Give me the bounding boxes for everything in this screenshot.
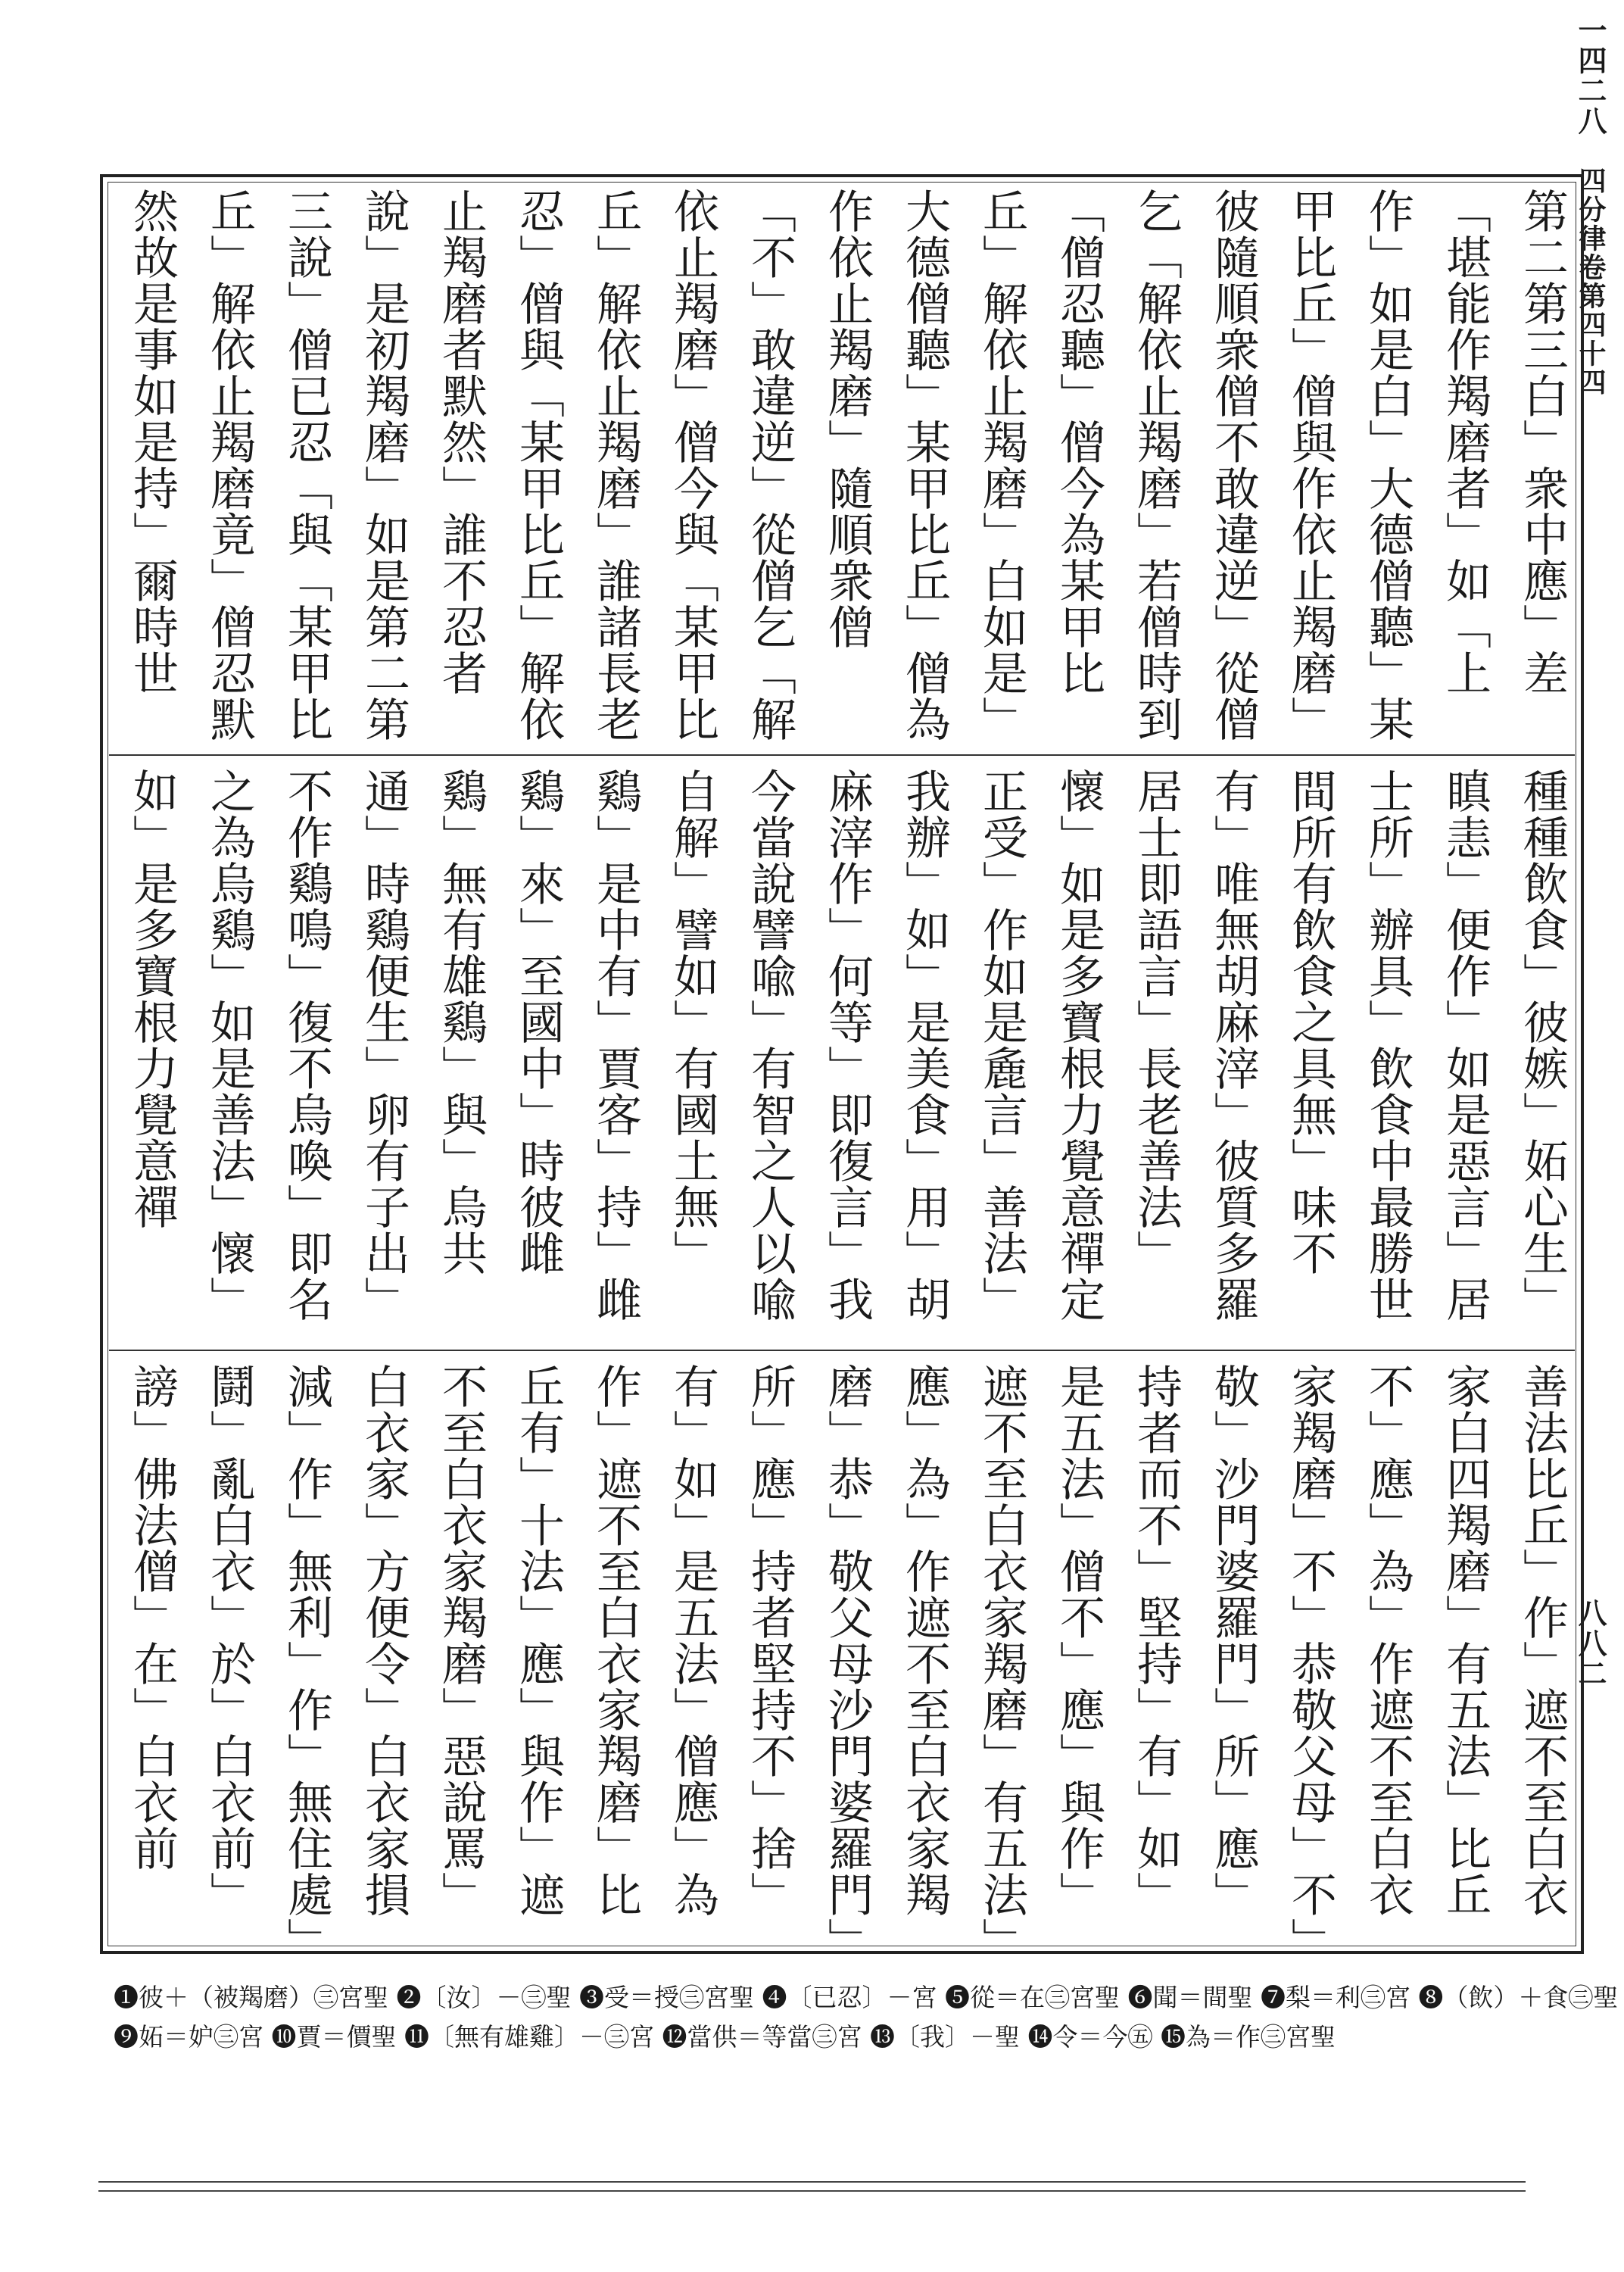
register-divider [109, 1350, 1575, 1351]
bottom-rule [98, 2181, 1526, 2183]
footnotes [114, 1978, 1619, 2057]
text-register-middle [114, 768, 1570, 1339]
register-divider [109, 754, 1575, 756]
text-register-upper [114, 188, 1570, 744]
register-text: 善法比丘」作」遮不至白衣家白四羯磨」有五法」比丘不」應」為」作遮不至白衣家羯磨」不」恭敬父母」不」敬」沙門婆羅門」所」應」持者而不」堅持」有」如」是五法」僧不」應」與作」遮不至白衣家羯磨」有五法」應」為」作遮不至白衣家羯磨」恭」敬父母沙門婆羅門」所」應」持者堅持不」捨」有」如」是五法」僧應」為作」遮不至白衣家羯磨」比丘有」十法」應」與作」遮不至白衣家羯磨」惡說罵」白衣家」方便令」白衣家損減」作」無利」作」無住處」鬪」亂白衣」於」白衣前」謗」佛法僧」在」白衣前 [126, 1363, 1569, 1941]
scroll-title: 四分律卷第四十四 [1575, 167, 1607, 397]
footnote-line: ❾妬＝妒㊂宮 ❿賈＝價聖 ⓫〔無有雄雞〕－㊂宮 ⓬當供＝等當㊂宮 ⓭〔我〕－聖 ⓮令＝今㊄ ⓯為＝作㊂宮聖 [114, 2022, 1336, 2052]
bottom-rule [98, 2190, 1526, 2192]
folio-number: 八八二 [1573, 1598, 1607, 1689]
footnote-line: ❶彼＋（被羯磨）㊂宮聖 ❷〔汝〕－㊂聖 ❸受＝授㊂宮聖 ❹〔已忍〕－宮 ❺從＝在㊂宮聖 ❻聞＝間聖 ❼梨＝利㊂宮 ❽（飲）＋食㊂聖 [114, 1983, 1619, 2012]
register-text: 第二第三白」衆中應」差「堪能作羯磨者」如「上作」如是白」大德僧聽」某甲比丘」僧與作依止羯磨」彼隨順衆僧不敢違逆」從僧乞「解依止羯磨」若僧時到「僧忍聽」僧今為某甲比丘」解依止羯磨」白如是」大德僧聽」某甲比丘」僧為作依止羯磨」隨順衆僧「不」敢違逆」從僧乞「解依止羯磨」僧今與「某甲比丘」解依止羯磨」誰諸長老忍」僧與「某甲比丘」解依止羯磨者默然」誰不忍者說」是初羯磨」如是第二第三說」僧已忍「與「某甲比丘」解依止羯磨竟」僧忍默然故是事如是持」爾時世 [126, 188, 1569, 742]
text-frame [100, 174, 1584, 1954]
register-text: 種種飲食」彼嫉」妬心生」瞋恚」便作」如是惡言」居士所」辦具」飲食中最勝世間所有飲食之具無」味不有」唯無胡麻滓」彼質多羅居士即語言」長老善法」懷」如是多寶根力覺意禪定正受」作如是麁言」善法」我辦」如」是美食」用」胡麻滓作」何等」即復言」我今當說譬喩」有智之人以喩自解」譬如」有國土無」鷄」是中有」賈客」持」雌鷄」來」至國中」時彼雌鷄」無有雄鷄」與」烏共通」時鷄便生」卵有子出」不作鷄鳴」復不烏喚」即名之為烏鷄」如是善法」懷」如」是多寶根力覺意禪 [126, 768, 1569, 1322]
text-register-lower [114, 1363, 1570, 1946]
page-number: 一四二八 [1573, 15, 1607, 136]
